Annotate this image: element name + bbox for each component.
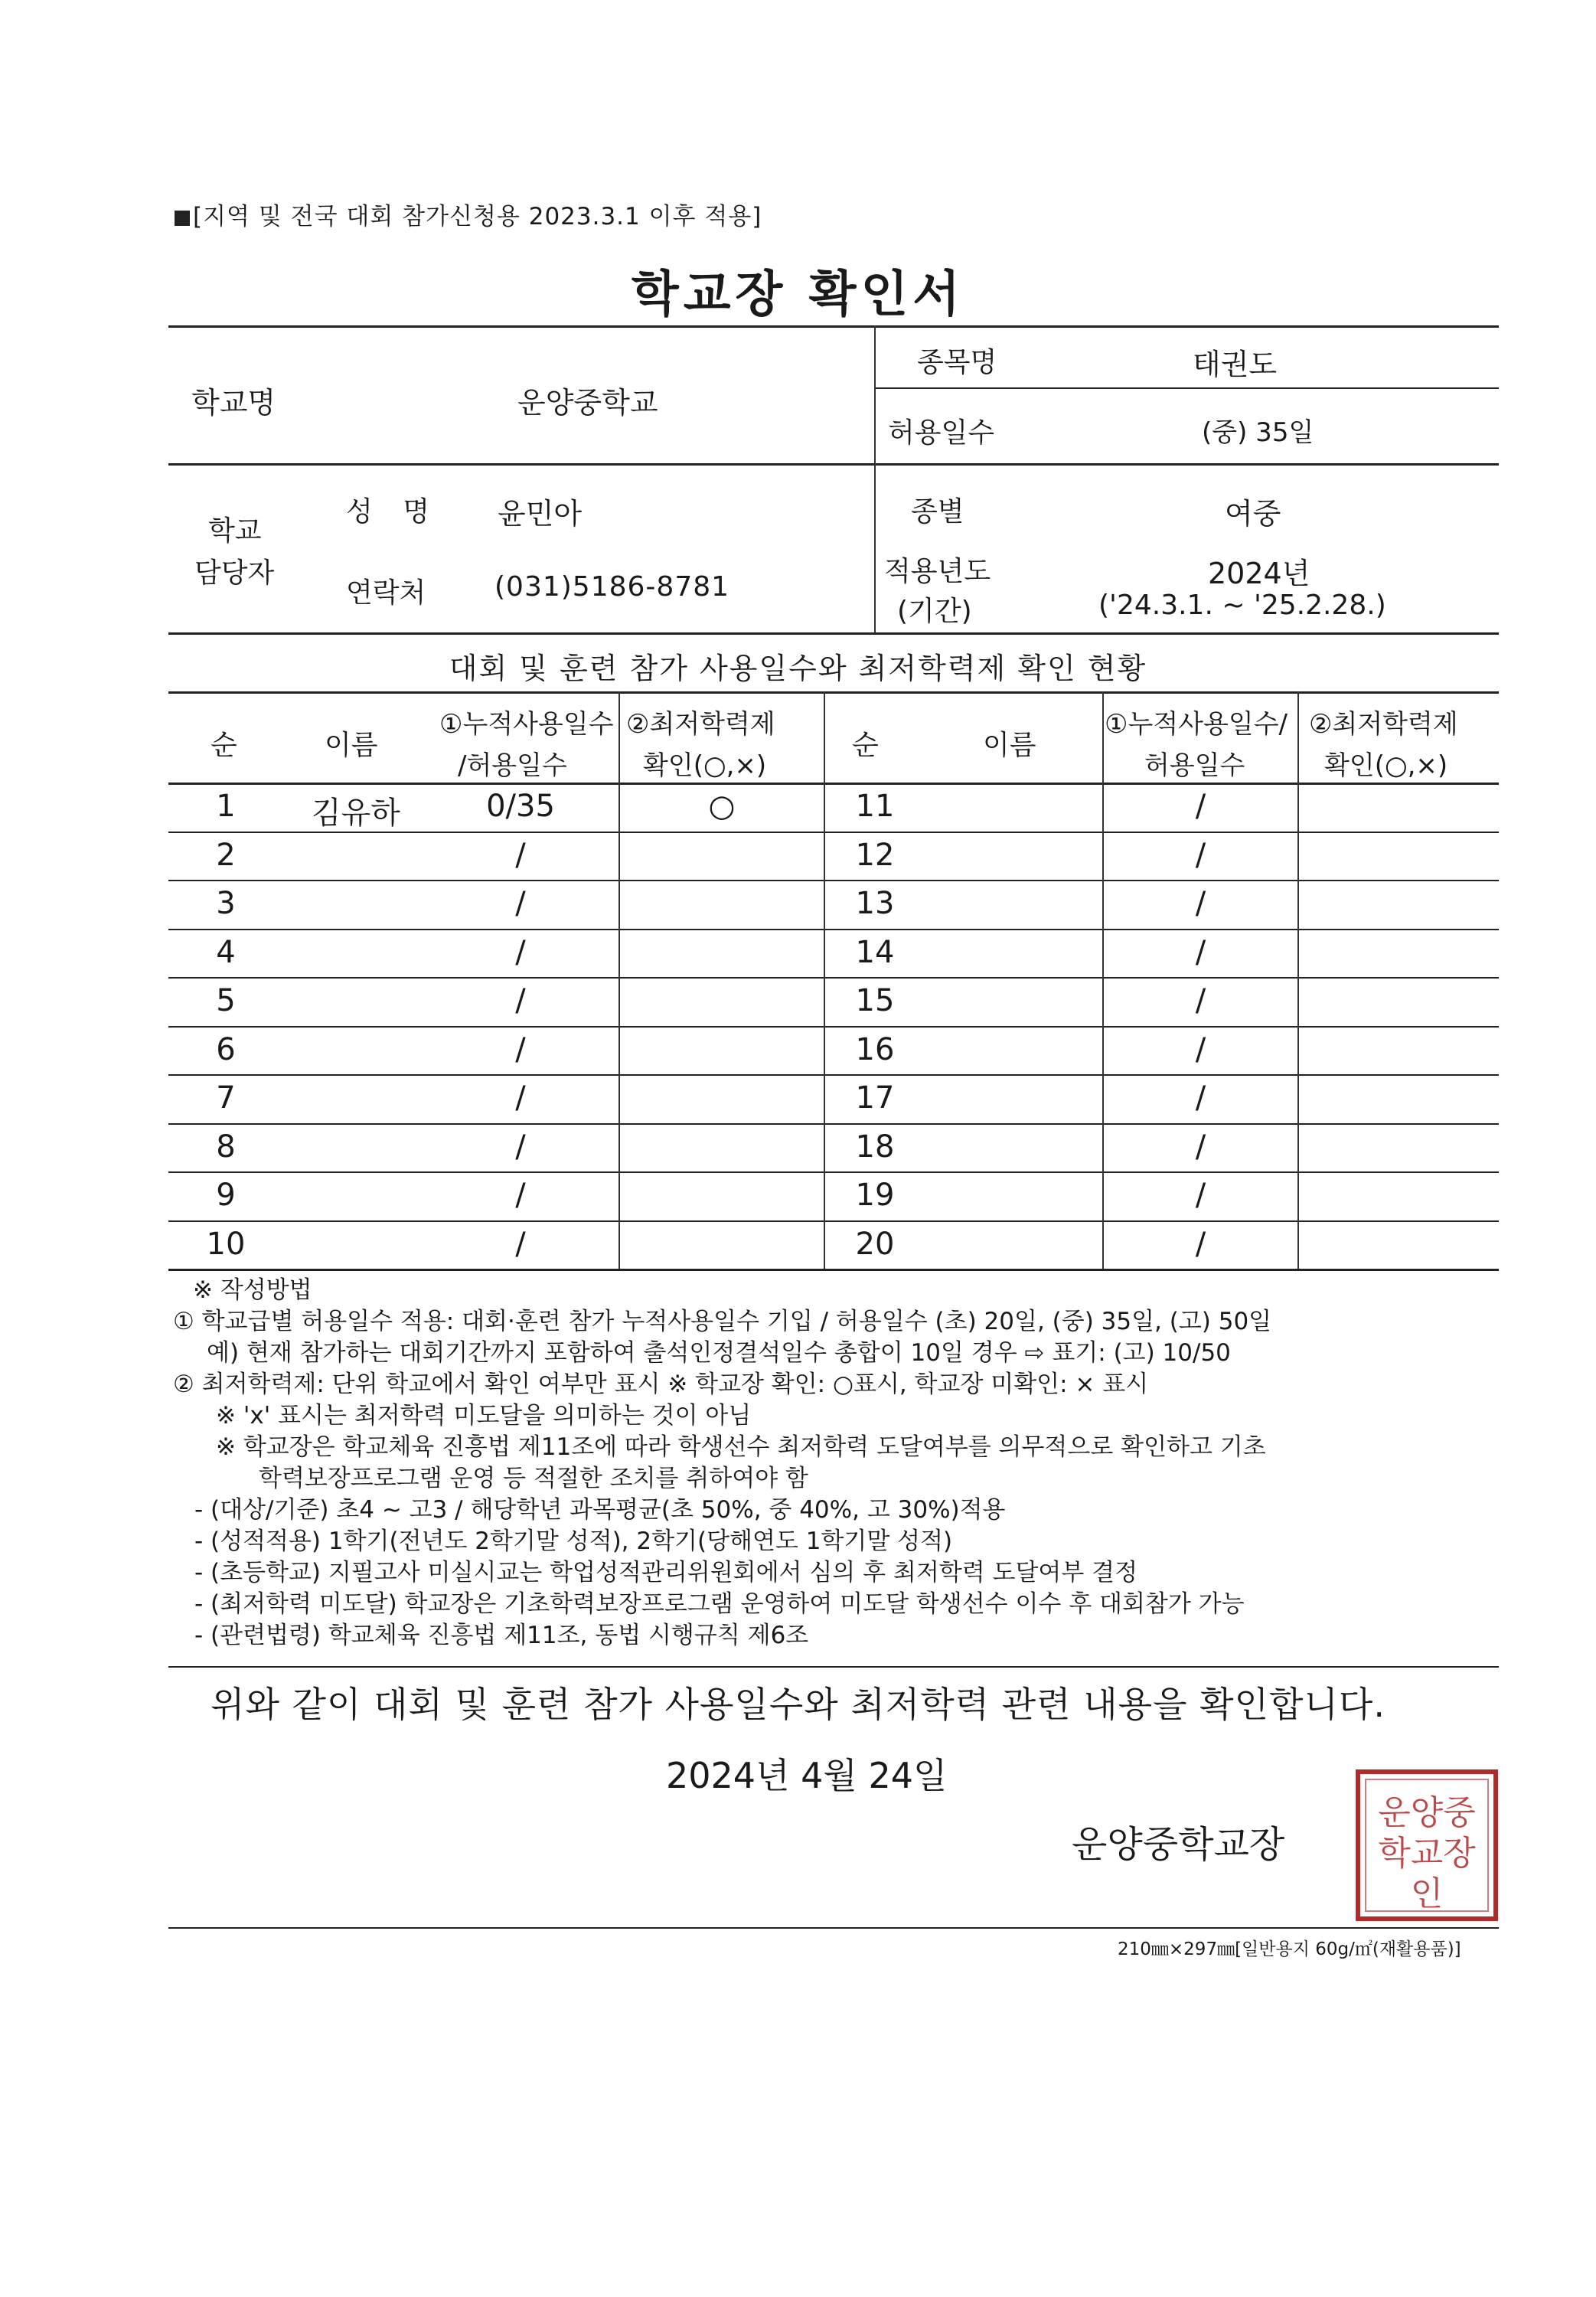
table-cell-days-left: / [515, 983, 526, 1018]
manager-label-2: 담당자 [194, 557, 275, 589]
table-cell-no-left: 10 [206, 1226, 246, 1262]
table-cell-no-left: 1 [216, 789, 236, 824]
table-cell-days-right: / [1195, 1178, 1206, 1213]
svg-text:학교장: 학교장 [1378, 1834, 1476, 1873]
manager-name-value: 윤민아 [498, 497, 583, 531]
year-value-2: ('24.3.1. ~ '25.2.28.) [1098, 590, 1386, 621]
table-cell-no-left: 8 [216, 1129, 236, 1165]
official-seal [1355, 1769, 1499, 1922]
table-cell-no-right: 13 [855, 886, 895, 921]
table-cell-days-right: / [1195, 1226, 1206, 1262]
table-cell-days-right: / [1195, 1080, 1206, 1116]
col-name-header-right: 이름 [983, 730, 1036, 761]
table-cell-no-left: 4 [216, 934, 236, 970]
col-check-header-1: ②최저학력제 [626, 709, 775, 740]
note-line-6: 학력보장프로그램 운영 등 적절한 조치를 취하여야 함 [259, 1465, 808, 1492]
note-line-1: ① 학교급별 허용일수 적용: 대회·훈련 참가 누적사용일수 기입 / 허용일수 (초) 20일, (중) 35일, (고) 50일 [173, 1308, 1272, 1335]
note-line-7: - (대상/기준) 초4 ~ 고3 / 해당학년 과목평균(초 50%, 중 40%, 고 30%)적용 [194, 1496, 1006, 1524]
note-line-11: - (관련법령) 학교체육 진흥법 제11조, 동법 시행규칙 제6조 [194, 1622, 809, 1649]
col-check-header-right-2: 확인(○,×) [1324, 750, 1448, 781]
col-days-header-right-1: ①누적사용일수/ [1105, 709, 1288, 740]
table-cell-days-left: 0/35 [486, 789, 555, 824]
note-line-3: ② 최저학력제: 단위 학교에서 확인 여부만 표시 ※ 학교장 확인: ○표시, 학교장 미확인: × 표시 [173, 1371, 1149, 1398]
manager-label-1: 학교 [208, 515, 262, 547]
table-cell-no-right: 14 [855, 934, 895, 970]
table-cell-no-right: 19 [855, 1178, 895, 1213]
event-label: 종목명 [917, 347, 997, 378]
table-cell-no-right: 17 [855, 1080, 895, 1116]
table-cell-check-left: ○ [708, 789, 736, 824]
table-cell-days-right: / [1195, 886, 1206, 921]
page-title: 학교장 확인서 [631, 266, 965, 323]
event-value: 태권도 [1193, 348, 1278, 381]
contact-value: (031)5186-8781 [494, 571, 730, 603]
manager-name-label: 성 명 [346, 496, 440, 528]
year-label-1: 적용년도 [884, 556, 991, 587]
principal-name: 운양중학교장 [1072, 1823, 1285, 1866]
table-cell-days-left: / [515, 1080, 526, 1116]
year-value-1: 2024년 [1208, 557, 1310, 590]
table-cell-days-right: / [1195, 983, 1206, 1018]
svg-text:운양중: 운양중 [1378, 1793, 1476, 1832]
table-cell-days-left: / [515, 886, 526, 921]
col-check-header-2: 확인(○,×) [643, 750, 767, 781]
col-days-header-right-2: 허용일수 [1144, 750, 1245, 781]
table-cell-no-right: 11 [855, 789, 895, 824]
col-days-header-2: /허용일수 [458, 750, 567, 781]
table-cell-no-left: 9 [216, 1178, 236, 1213]
table-cell-no-left: 5 [216, 983, 236, 1018]
issue-date: 2024년 4월 24일 [666, 1755, 948, 1796]
table-cell-days-right: / [1195, 934, 1206, 970]
type-label: 종별 [911, 496, 964, 528]
allowed-days-value: (중) 35일 [1202, 417, 1314, 448]
section-title: 대회 및 훈련 참가 사용일수와 최저학력제 확인 현황 [449, 652, 1147, 685]
table-cell-no-right: 18 [855, 1129, 895, 1165]
table-cell-days-right: / [1195, 789, 1206, 824]
note-line-2: 예) 현재 참가하는 대회기간까지 포함하여 출석인정결석일수 총합이 10일 경우 ⇨ 표기: (고) 10/50 [207, 1339, 1231, 1367]
table-cell-days-left: / [515, 1226, 526, 1262]
table-cell-days-left: / [515, 837, 526, 873]
col-check-header-right-1: ②최저학력제 [1309, 709, 1458, 740]
square-bullet-icon [175, 211, 190, 226]
closing-statement: 위와 같이 대회 및 훈련 참가 사용일수와 최저학력 관련 내용을 확인합니다. [211, 1684, 1385, 1725]
notes-block [173, 1275, 1505, 1652]
school-name-label: 학교명 [191, 386, 276, 420]
svg-text:인: 인 [1410, 1874, 1444, 1913]
col-days-header-1: ①누적사용일수 [439, 709, 614, 740]
table-cell-days-right: / [1195, 837, 1206, 873]
notes-heading: ※ 작성방법 [193, 1276, 312, 1304]
note-line-5: ※ 학교장은 학교체육 진흥법 제11조에 따라 학생선수 최저학력 도달여부를 의무적으로 확인하고 기초 [216, 1433, 1266, 1461]
col-name-header: 이름 [325, 730, 378, 761]
col-no-header: 순 [211, 730, 237, 761]
year-label-2: (기간) [897, 596, 972, 627]
note-line-8: - (성적적용) 1학기(전년도 2학기말 성적), 2학기(당해연도 1학기말 성적) [194, 1528, 953, 1555]
allowed-days-label: 허용일수 [888, 417, 995, 449]
table-cell-no-right: 12 [855, 837, 895, 873]
table-cell-no-left: 3 [216, 886, 236, 921]
table-cell-days-left: / [515, 1031, 526, 1067]
contact-label: 연락처 [346, 577, 426, 609]
col-no-header-right: 순 [852, 730, 879, 761]
school-name-value: 운양중학교 [517, 386, 658, 420]
header-note [175, 197, 762, 231]
header-note-text: [지역 및 전국 대회 참가신청용 2023.3.1 이후 적용] [193, 203, 762, 230]
type-value: 여중 [1225, 497, 1281, 531]
table-cell-days-right: / [1195, 1031, 1206, 1067]
note-line-4: ※ 'x' 표시는 최저학력 미도달을 의미하는 것이 아님 [216, 1402, 752, 1429]
table-cell-name-left: 김유하 [312, 796, 400, 831]
table-cell-no-left: 2 [216, 837, 236, 873]
table-cell-no-right: 16 [855, 1031, 895, 1067]
table-cell-no-left: 7 [216, 1080, 236, 1116]
table-cell-days-left: / [515, 1129, 526, 1165]
table-cell-days-right: / [1195, 1129, 1206, 1165]
table-cell-no-left: 6 [216, 1031, 236, 1067]
paper-spec: 210㎜×297㎜[일반용지 60g/㎡(재활용품)] [1118, 1939, 1461, 1959]
table-cell-no-right: 20 [855, 1226, 895, 1262]
table-cell-days-left: / [515, 1178, 526, 1213]
note-line-10: - (최저학력 미도달) 학교장은 기초학력보장프로그램 운영하여 미도달 학생선수 이수 후 대회참가 가능 [194, 1590, 1245, 1618]
note-line-9: - (초등학교) 지필고사 미실시교는 학업성적관리위원회에서 심의 후 최저학력 도달여부 결정 [194, 1559, 1138, 1586]
table-cell-no-right: 15 [855, 983, 895, 1018]
table-cell-days-left: / [515, 934, 526, 970]
